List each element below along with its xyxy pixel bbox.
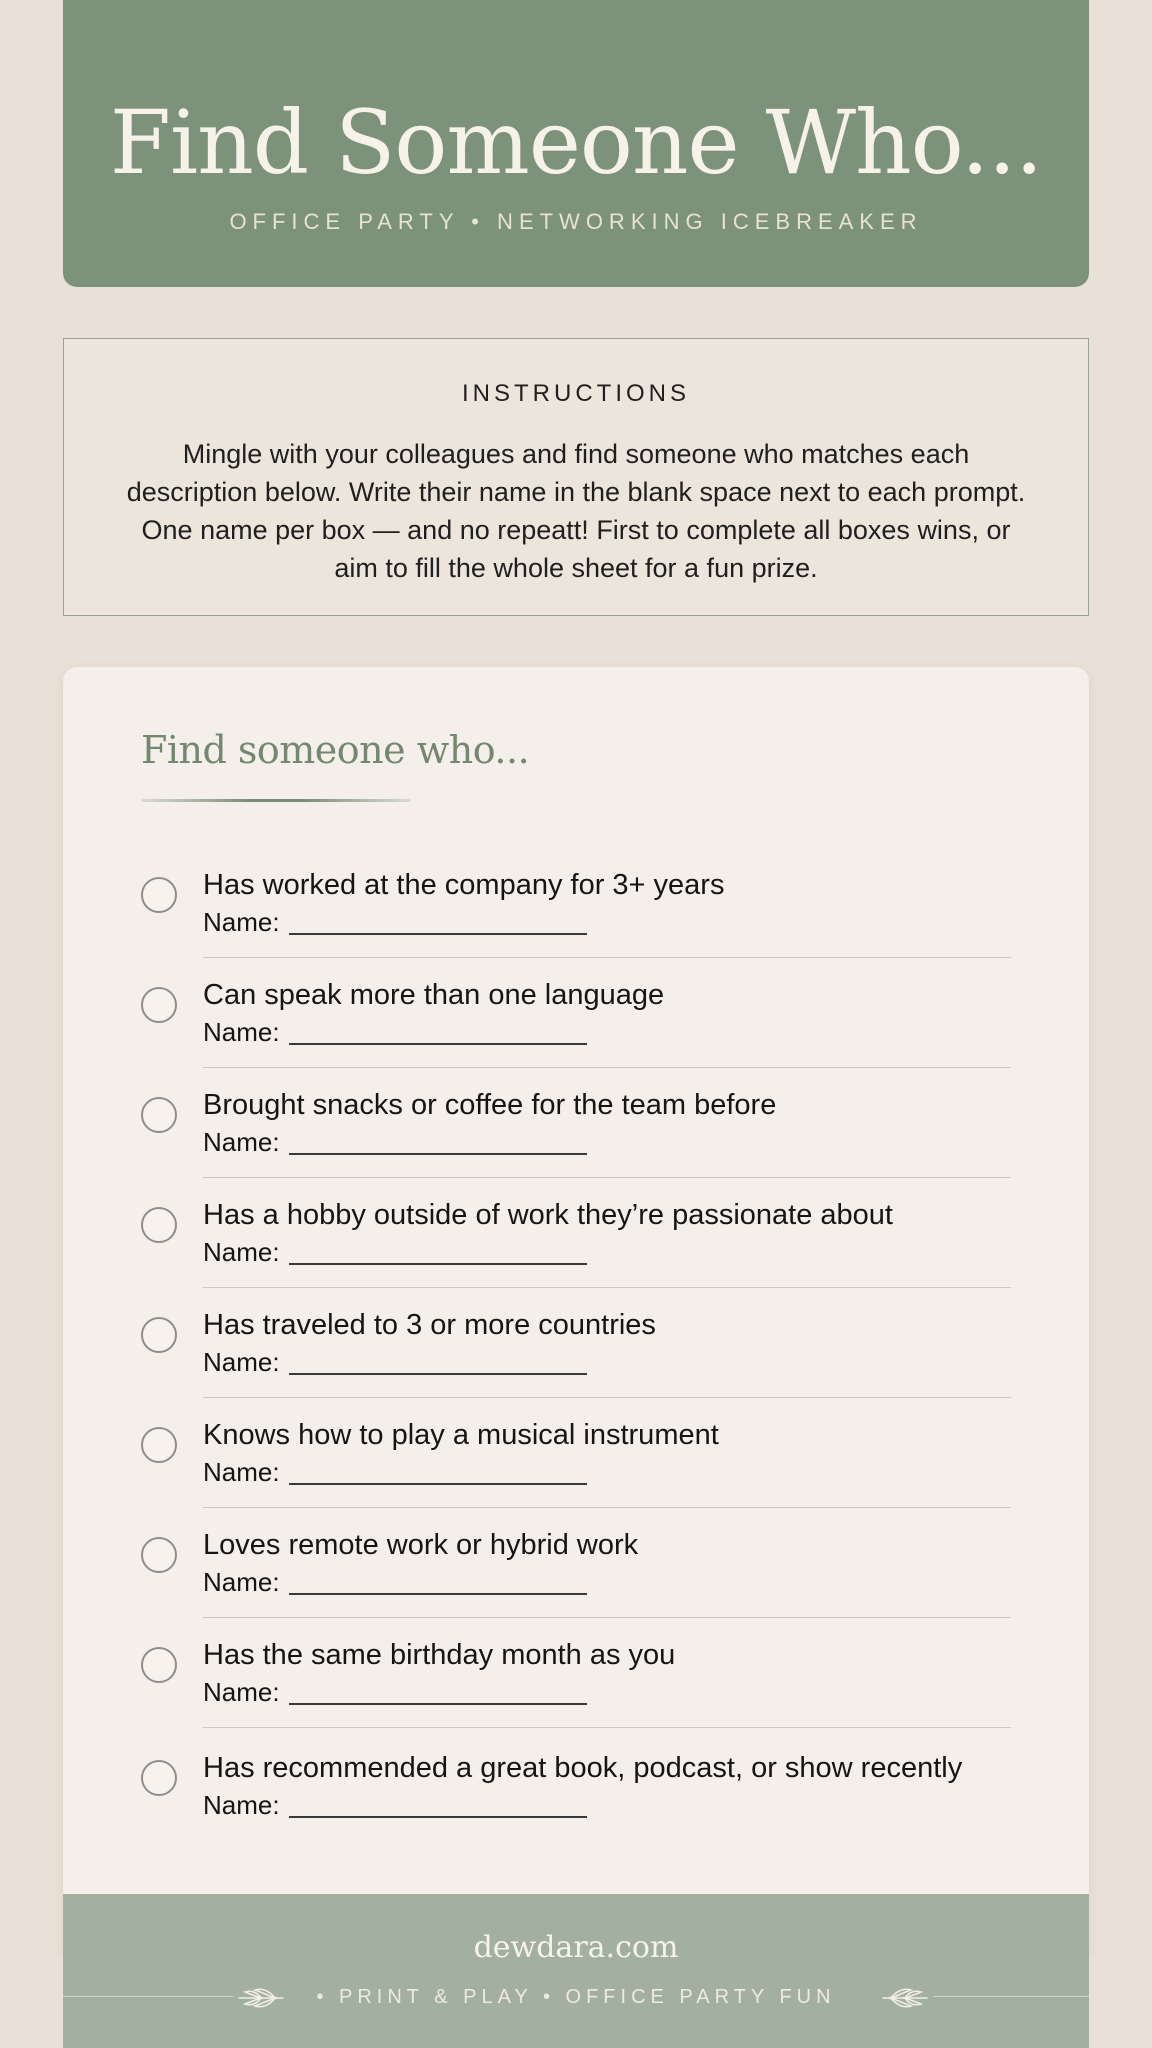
name-blank-line[interactable] [289, 1816, 587, 1818]
item-prompt: Has traveled to 3 or more countries [203, 1309, 656, 1341]
checkbox-circle[interactable] [141, 1537, 177, 1573]
name-label: Name: [203, 1347, 280, 1377]
footer-rule-right [933, 1996, 1089, 1997]
checkbox-circle[interactable] [141, 1427, 177, 1463]
name-label: Name: [203, 1457, 280, 1487]
item-prompt: Has worked at the company for 3+ years [203, 869, 725, 901]
item-divider [203, 1067, 1011, 1068]
checkbox-circle[interactable] [141, 877, 177, 913]
name-blank-line[interactable] [289, 1263, 587, 1265]
name-label: Name: [203, 1567, 280, 1597]
item-divider [203, 1177, 1011, 1178]
footer-banner [63, 1894, 1089, 2048]
name-label: Name: [203, 1237, 280, 1267]
footer-website: dewdara.com [473, 1930, 679, 1965]
instructions-box [63, 338, 1089, 616]
page-title: Find Someone Who... [109, 91, 1043, 194]
name-label: Name: [203, 1790, 280, 1820]
name-blank-line[interactable] [289, 933, 587, 935]
item-prompt: Knows how to play a musical instrument [203, 1419, 719, 1451]
instructions-heading: INSTRUCTIONS [462, 380, 690, 407]
checkbox-circle[interactable] [141, 987, 177, 1023]
name-label: Name: [203, 907, 280, 937]
item-prompt: Has the same birthday month as you [203, 1639, 676, 1671]
leaf-sprig-icon [879, 1978, 931, 2018]
item-prompt: Has a hobby outside of work they’re passionate about [203, 1199, 893, 1231]
name-label: Name: [203, 1127, 280, 1157]
checkbox-circle[interactable] [141, 1207, 177, 1243]
name-label: Name: [203, 1017, 280, 1047]
item-divider [203, 957, 1011, 958]
item-prompt: Loves remote work or hybrid work [203, 1529, 639, 1561]
page-subtitle: OFFICE PARTY • NETWORKING ICEBREAKER [229, 209, 923, 234]
item-prompt: Brought snacks or coffee for the team before [203, 1089, 777, 1121]
name-blank-line[interactable] [289, 1593, 587, 1595]
checkbox-circle[interactable] [141, 1760, 177, 1796]
checkbox-circle[interactable] [141, 1317, 177, 1353]
name-blank-line[interactable] [289, 1153, 587, 1155]
name-blank-line[interactable] [289, 1043, 587, 1045]
checklist-heading: Find someone who... [141, 728, 530, 772]
name-blank-line[interactable] [289, 1703, 587, 1705]
checkbox-circle[interactable] [141, 1647, 177, 1683]
heading-underline [141, 799, 411, 802]
checklist-card [63, 667, 1089, 1952]
item-divider [203, 1617, 1011, 1618]
checkbox-circle[interactable] [141, 1097, 177, 1133]
instructions-text: Mingle with your colleagues and find someone who matches each description below. Write their name in the blank space next to each prompt. One name per box — and no repeatt! First to complete all boxes wins, or aim to fill the whole sheet for a fun prize. [126, 439, 1026, 583]
header-banner [63, 0, 1089, 287]
item-divider [203, 1287, 1011, 1288]
item-prompt: Has recommended a great book, podcast, or show recently [203, 1752, 963, 1784]
item-divider [203, 1397, 1011, 1398]
name-blank-line[interactable] [289, 1483, 587, 1485]
item-divider [203, 1507, 1011, 1508]
footer-tagline: • PRINT & PLAY • OFFICE PARTY FUN [316, 1986, 836, 2008]
item-prompt: Can speak more than one language [203, 979, 665, 1011]
name-blank-line[interactable] [289, 1373, 587, 1375]
item-divider [203, 1727, 1011, 1728]
name-label: Name: [203, 1677, 280, 1707]
